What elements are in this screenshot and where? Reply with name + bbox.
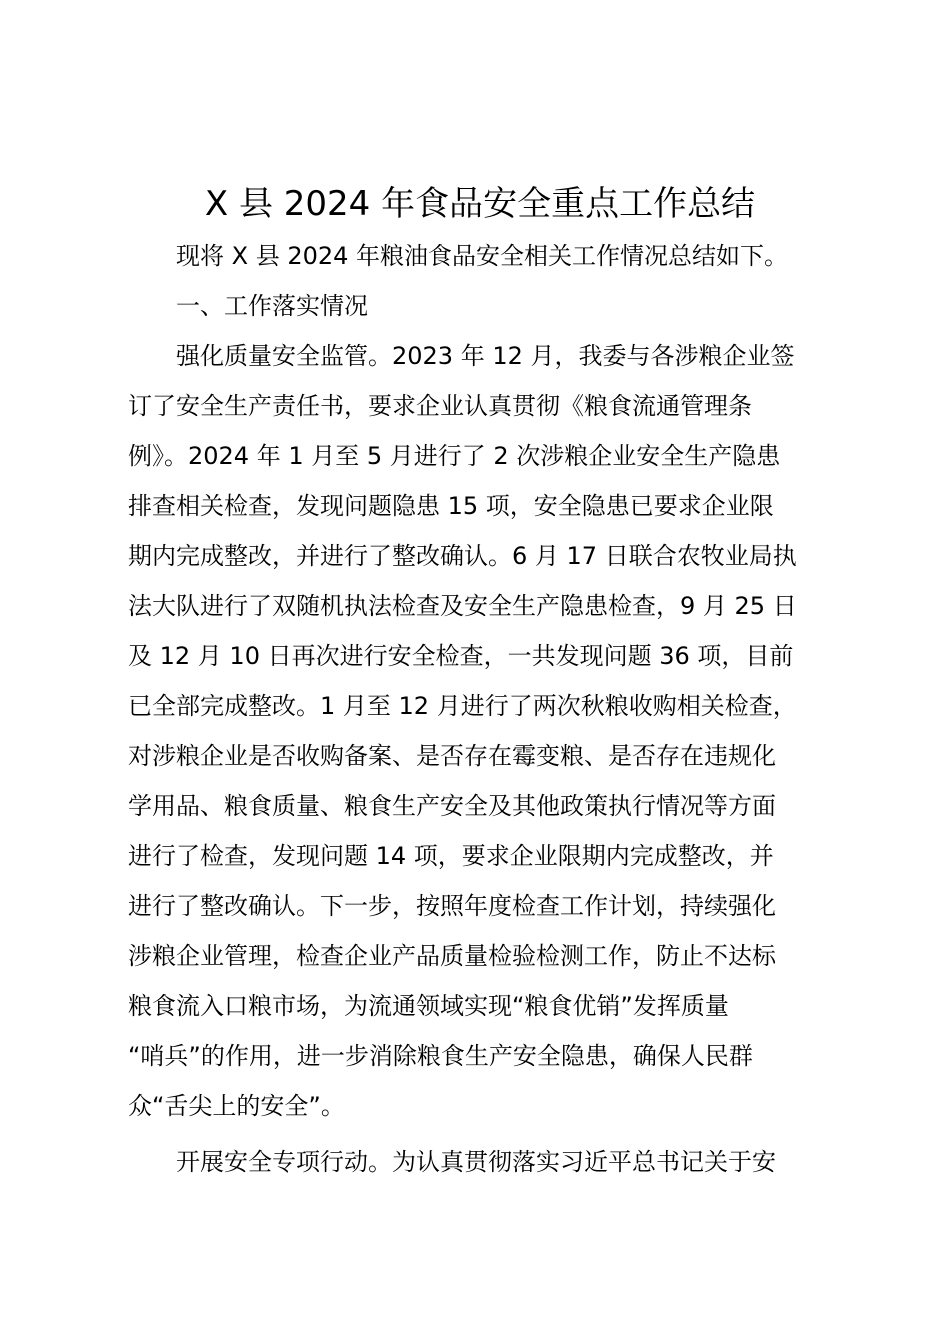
paragraph-line: 粮食流入口粮市场，为流通领域实现“粮食优销”发挥质量 [128,992,729,1020]
document-title: X 县 2024 年食品安全重点工作总结 [204,184,756,224]
paragraph-special-action [128,1137,838,1187]
paragraph-quality-supervision [128,331,838,1131]
intro-paragraph: 现将 X 县 2024 年粮油食品安全相关工作情况总结如下。 [176,242,789,270]
paragraph-line: 例》。2024 年 1 月至 5 月进行了 2 次涉粮企业安全生产隐患 [128,442,781,470]
paragraph-line: 对涉粮企业是否收购备案、是否存在霉变粮、是否存在违规化 [128,742,776,770]
paragraph-line: 及 12 月 10 日再次进行安全检查，一共发现问题 36 项，目前 [128,642,794,670]
document-body [128,231,838,1187]
section-heading: 一、工作落实情况 [176,292,368,320]
paragraph-line: 涉粮企业管理，检查企业产品质量检验检测工作，防止不达标 [128,942,776,970]
paragraph-line: 进行了检查，发现问题 14 项，要求企业限期内完成整改，并 [128,842,774,870]
paragraph-line: 进行了整改确认。下一步，按照年度检查工作计划，持续强化 [128,892,776,920]
paragraph-line: 法大队进行了双随机执法检查及安全生产隐患检查，9 月 25 日 [128,592,797,620]
paragraph-line: 开展安全专项行动。为认真贯彻落实习近平总书记关于安 [176,1148,776,1176]
paragraph-line: 众“舌尖上的安全”。 [128,1092,345,1120]
paragraph-line: 期内完成整改，并进行了整改确认。6 月 17 日联合农牧业局执 [128,542,797,570]
paragraph-line: 排查相关检查，发现问题隐患 15 项，安全隐患已要求企业限 [128,492,774,520]
paragraph-line: 学用品、粮食质量、粮食生产安全及其他政策执行情况等方面 [128,792,776,820]
paragraph-line: 强化质量安全监管。2023 年 12 月，我委与各涉粮企业签 [176,342,795,370]
paragraph-line: “哨兵”的作用，进一步消除粮食生产安全隐患，确保人民群 [128,1042,753,1070]
paragraph-line: 订了安全生产责任书，要求企业认真贯彻《粮食流通管理条 [128,392,752,420]
paragraph-line: 已全部完成整改。1 月至 12 月进行了两次秋粮收购相关检查， [128,692,797,720]
